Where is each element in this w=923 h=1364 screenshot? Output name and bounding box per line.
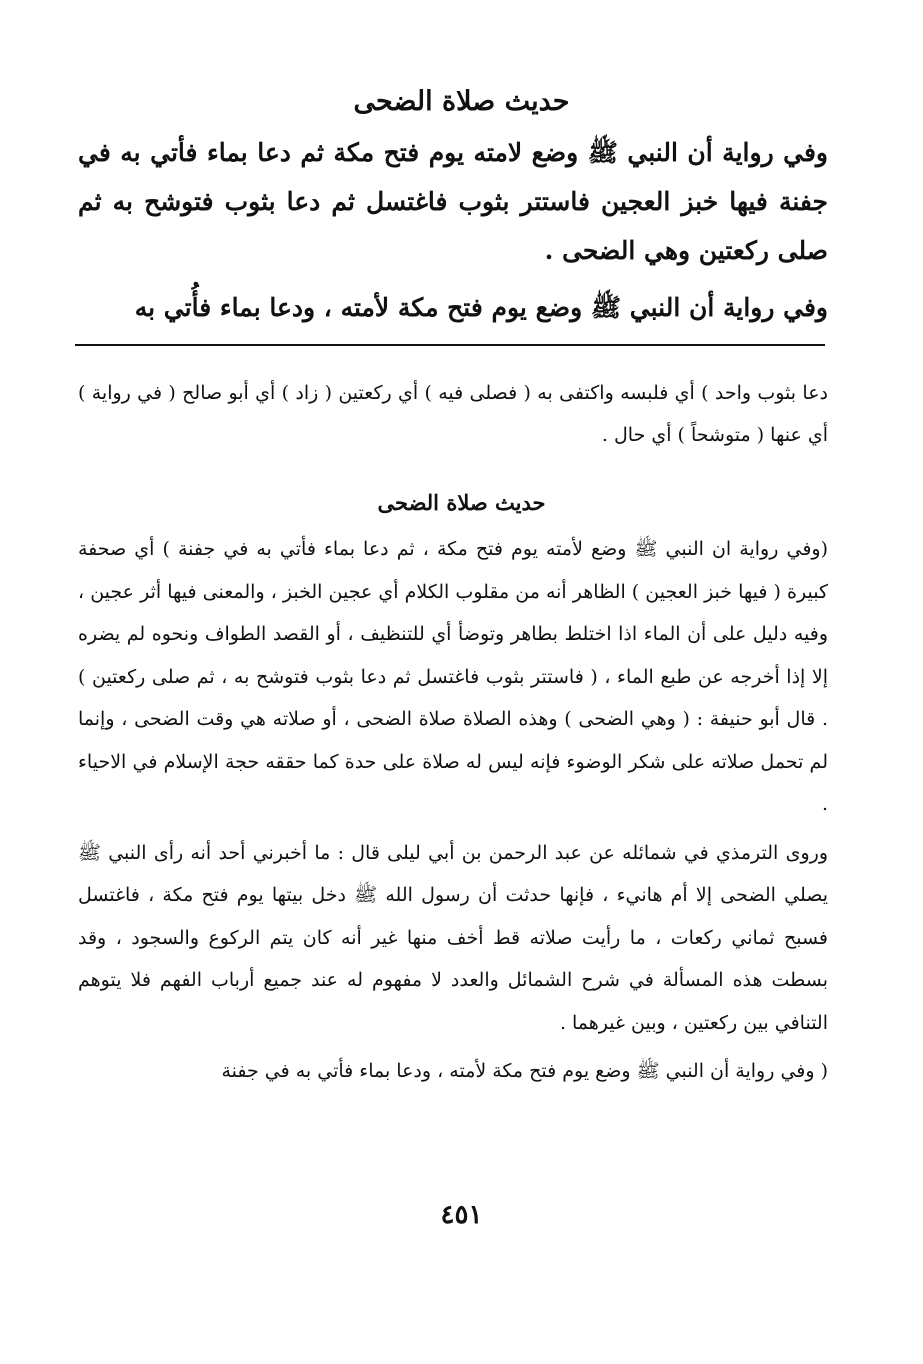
- commentary-title: حديث صلاة الضحى: [377, 490, 546, 515]
- main-paragraph: وفي رواية أن النبي ﷺ وضع لامته يوم فتح مكة ثم دعا بماء فأتي به في جفنة فيها خبز العجين فاستتر بثوب فاغتسل ثم دعا بثوب فتوشح به ثم صلى ركعتين وهي الضحى .: [78, 138, 828, 265]
- commentary-body: [78, 528, 828, 1093]
- commentary-paragraph: وروى الترمذي في شمائله عن عبد الرحمن بن أبي ليلى قال : ما أخبرني أحد أنه رأى النبي ﷺ يصلي الضحى إلا أم هانيء ، فإنها حدثت أن رسول الله ﷺ دخل بيتها يوم فتح مكة ، فاغتسل فسبح ثماني ركعات ، ما رأيت صلاته قط أخف منها غير أنه كان يتم الركوع والسجود ، وقد بسطت هذه المسألة في شرح الشمائل والعدد لا مفهوم له عند جميع أرباب الفهم فلا يتوهم التنافي بين ركعتين ، وبين غيرهما .: [78, 841, 828, 1034]
- main-paragraph: وفي رواية أن النبي ﷺ وضع يوم فتح مكة لأمته ، ودعا بماء فأُتي به: [134, 293, 828, 322]
- commentary-paragraph: ( وفي رواية أن النبي ﷺ وضع يوم فتح مكة لأمته ، ودعا بماء فأتي به في جفنة: [221, 1060, 828, 1082]
- page-number: ٤٥١: [440, 1200, 483, 1230]
- commentary-paragraph: (وفي رواية ان النبي ﷺ وضع لأمته يوم فتح مكة ، ثم دعا بماء فأتي به في جفنة ) أي صحفة كبيرة ( فيها خبز العجين ) الظاهر أنه من مقلوب الكلام أي عجين الخبز ، والمعنى فيها أثر عجين ، وفيه دليل على أن الماء اذا اختلط بطاهر وتوضأ أي للتنظيف ، أو القصد الطواف ونحوه لم يضره إلا إذا أخرجه عن طبع الماء ، ( فاستتر بثوب فاغتسل ثم دعا بثوب فتوشح به ، ثم صلى ركعتين ) . قال أبو حنيفة : ( وهي الضحى ) وهذه الصلاة صلاة الضحى ، أو صلاته هي وقت الضحى ، وإنما لم تحمل صلاته على شكر الوضوء فإنه ليس له صلاة على حدة كما حققه حجة الإسلام في الاحياء .: [78, 538, 828, 815]
- page-title: حديث صلاة الضحى: [353, 86, 570, 117]
- commentary-paragraph: دعا بثوب واحد ) أي فلبسه واكتفى به ( فصلى فيه ) أي ركعتين ( زاد ) أي أبو صالح ( في رواية ) أي عنها ( متوشحاً ) أي حال .: [78, 382, 828, 446]
- footnote-divider: [75, 344, 825, 346]
- commentary-top: [78, 372, 828, 456]
- main-text: [78, 128, 828, 332]
